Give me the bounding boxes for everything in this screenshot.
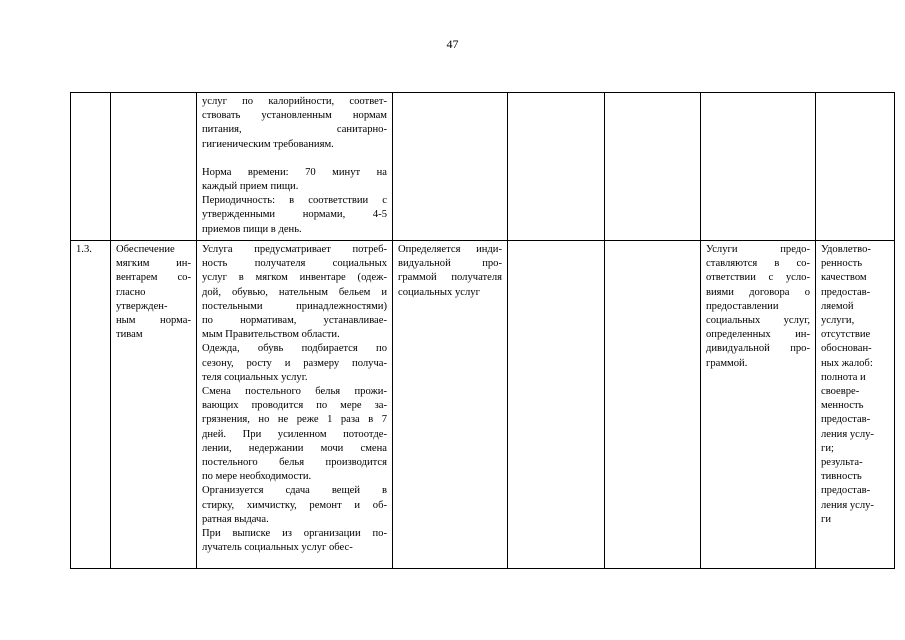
description-paragraph (202, 484, 387, 527)
quality-line: своевре- (821, 386, 860, 398)
cell-service-name (111, 241, 197, 569)
service-name-line: Обеспечение (116, 244, 175, 255)
text-line: постельного белья производится (202, 457, 387, 469)
conditions-line: граммой. (706, 357, 748, 369)
service-name-line: гласно (116, 286, 146, 298)
quality-line: тивность (821, 471, 862, 483)
service-name-line: утвержден- (116, 300, 168, 312)
text-line: Норма времени: 70 минут на (202, 166, 387, 178)
service-name-line: вентарем со- (116, 272, 191, 284)
page-number: 47 (446, 37, 459, 51)
cell-description (197, 93, 393, 241)
quality-line: ления услу- (821, 499, 874, 511)
text-line: Организуется сдача вещей в (202, 485, 387, 497)
services-table (70, 92, 895, 569)
cell-quality (816, 93, 895, 241)
volume-line: социальных услуг (398, 286, 480, 298)
quality-line: ляемой (821, 300, 854, 312)
text-line: Смена постельного белья прожи- (202, 386, 387, 398)
cell-volume (393, 241, 508, 569)
quality-line: результа- (821, 457, 863, 469)
cell-number: 1.3. (71, 241, 111, 569)
text-line: грязнения, но не реже 1 раза в 7 (202, 414, 387, 426)
text-line: питания, санитарно- (202, 124, 387, 136)
cell-conditions (701, 93, 816, 241)
text-line: лении, недержании мочи смена (202, 442, 387, 454)
quality-line: менность (821, 400, 864, 412)
text-line: по нормативам, устанавливае- (202, 315, 387, 327)
text-line: теля социальных услуг. (202, 371, 308, 383)
quality-line: Удовлетво- (821, 244, 871, 255)
conditions-line: определенных ин- (706, 329, 810, 341)
quality-line: обоснован- (821, 343, 872, 355)
quality-line: ления услу- (821, 428, 874, 440)
description-paragraph (202, 385, 387, 484)
cell-empty (605, 93, 701, 241)
description-paragraph (202, 95, 387, 152)
text-line: гигиеническим требованиям. (202, 138, 334, 150)
text-line: Одежда, обувь подбирается по (202, 343, 387, 355)
quality-line: полнота и (821, 371, 866, 383)
cell-empty (508, 93, 605, 241)
quality-line: предостав- (821, 286, 871, 298)
conditions-line: предоставлении (706, 300, 779, 312)
text-line: каждый прием пищи. (202, 181, 299, 193)
cell-empty (508, 241, 605, 569)
quality-line: ренность (821, 258, 863, 270)
text-line: Услуга предусматривает потреб- (202, 244, 387, 255)
conditions-line: Услуги предо- (706, 244, 810, 255)
cell-description (197, 241, 393, 569)
text-line: Периодичность: в соответствии с (202, 195, 387, 207)
text-line: ратная выдача. (202, 513, 269, 525)
text-line: стирку, химчистку, ремонт и об- (202, 499, 387, 511)
volume-line: граммой получателя (398, 272, 502, 284)
cell-empty (605, 241, 701, 569)
text-line: по мере необходимости. (202, 471, 312, 483)
table-row-1-3 (71, 241, 895, 569)
quality-line: предостав- (821, 485, 871, 497)
quality-line: ги; (821, 442, 834, 454)
conditions-line: ставляются в со- (706, 258, 810, 270)
quality-line: отсутствие (821, 329, 871, 341)
quality-line: предостав- (821, 414, 871, 426)
text-line: услуг по калорийности, соответ- (202, 96, 387, 107)
text-line: мым Правительством области. (202, 329, 340, 341)
conditions-line: социальных услуг, (706, 315, 810, 327)
volume-line: Определяется инди- (398, 244, 502, 255)
text-line: дней. При усиленном потоотде- (202, 428, 387, 440)
description-paragraph (202, 166, 387, 194)
text-line: дой, обувью, нательным бельем и (202, 286, 387, 298)
service-name-line: ным норма- (116, 315, 191, 327)
text-line: лучатель социальных услуг обес- (202, 542, 353, 554)
text-line: ствовать установленным нормам (202, 110, 387, 122)
description-paragraph (202, 243, 387, 342)
text-line: сезону, росту и размеру получа- (202, 357, 387, 369)
text-line: ность получателя социальных (202, 258, 387, 270)
cell-volume (393, 93, 508, 241)
quality-line: ги (821, 513, 832, 525)
volume-line: видуальной про- (398, 258, 502, 270)
text-line: приемов пищи в день. (202, 223, 302, 235)
quality-line: ных жалоб: (821, 357, 873, 369)
quality-line: услуги, (821, 315, 855, 327)
description-paragraph (202, 194, 387, 237)
conditions-line: ответствии с усло- (706, 272, 810, 284)
service-name-line: тивам (116, 329, 143, 341)
conditions-line: дивидуальной про- (706, 343, 810, 355)
quality-line: качеством (821, 272, 867, 284)
service-name-line: мягким ин- (116, 258, 191, 270)
cell-number (71, 93, 111, 241)
description-paragraph (202, 342, 387, 385)
text-line: постельными принадлежностями) (202, 300, 387, 312)
text-line: При выписке из организации по- (202, 528, 387, 540)
cell-conditions (701, 241, 816, 569)
table-row-continuation (71, 93, 895, 241)
text-line: утвержденными нормами, 4-5 (202, 209, 387, 221)
text-line: услуг в мягком инвентаре (одеж- (202, 272, 387, 284)
text-line: вающих проводится по мере за- (202, 400, 387, 412)
cell-quality (816, 241, 895, 569)
cell-service-name (111, 93, 197, 241)
description-paragraph (202, 527, 387, 555)
conditions-line: виями договора о (706, 286, 810, 298)
